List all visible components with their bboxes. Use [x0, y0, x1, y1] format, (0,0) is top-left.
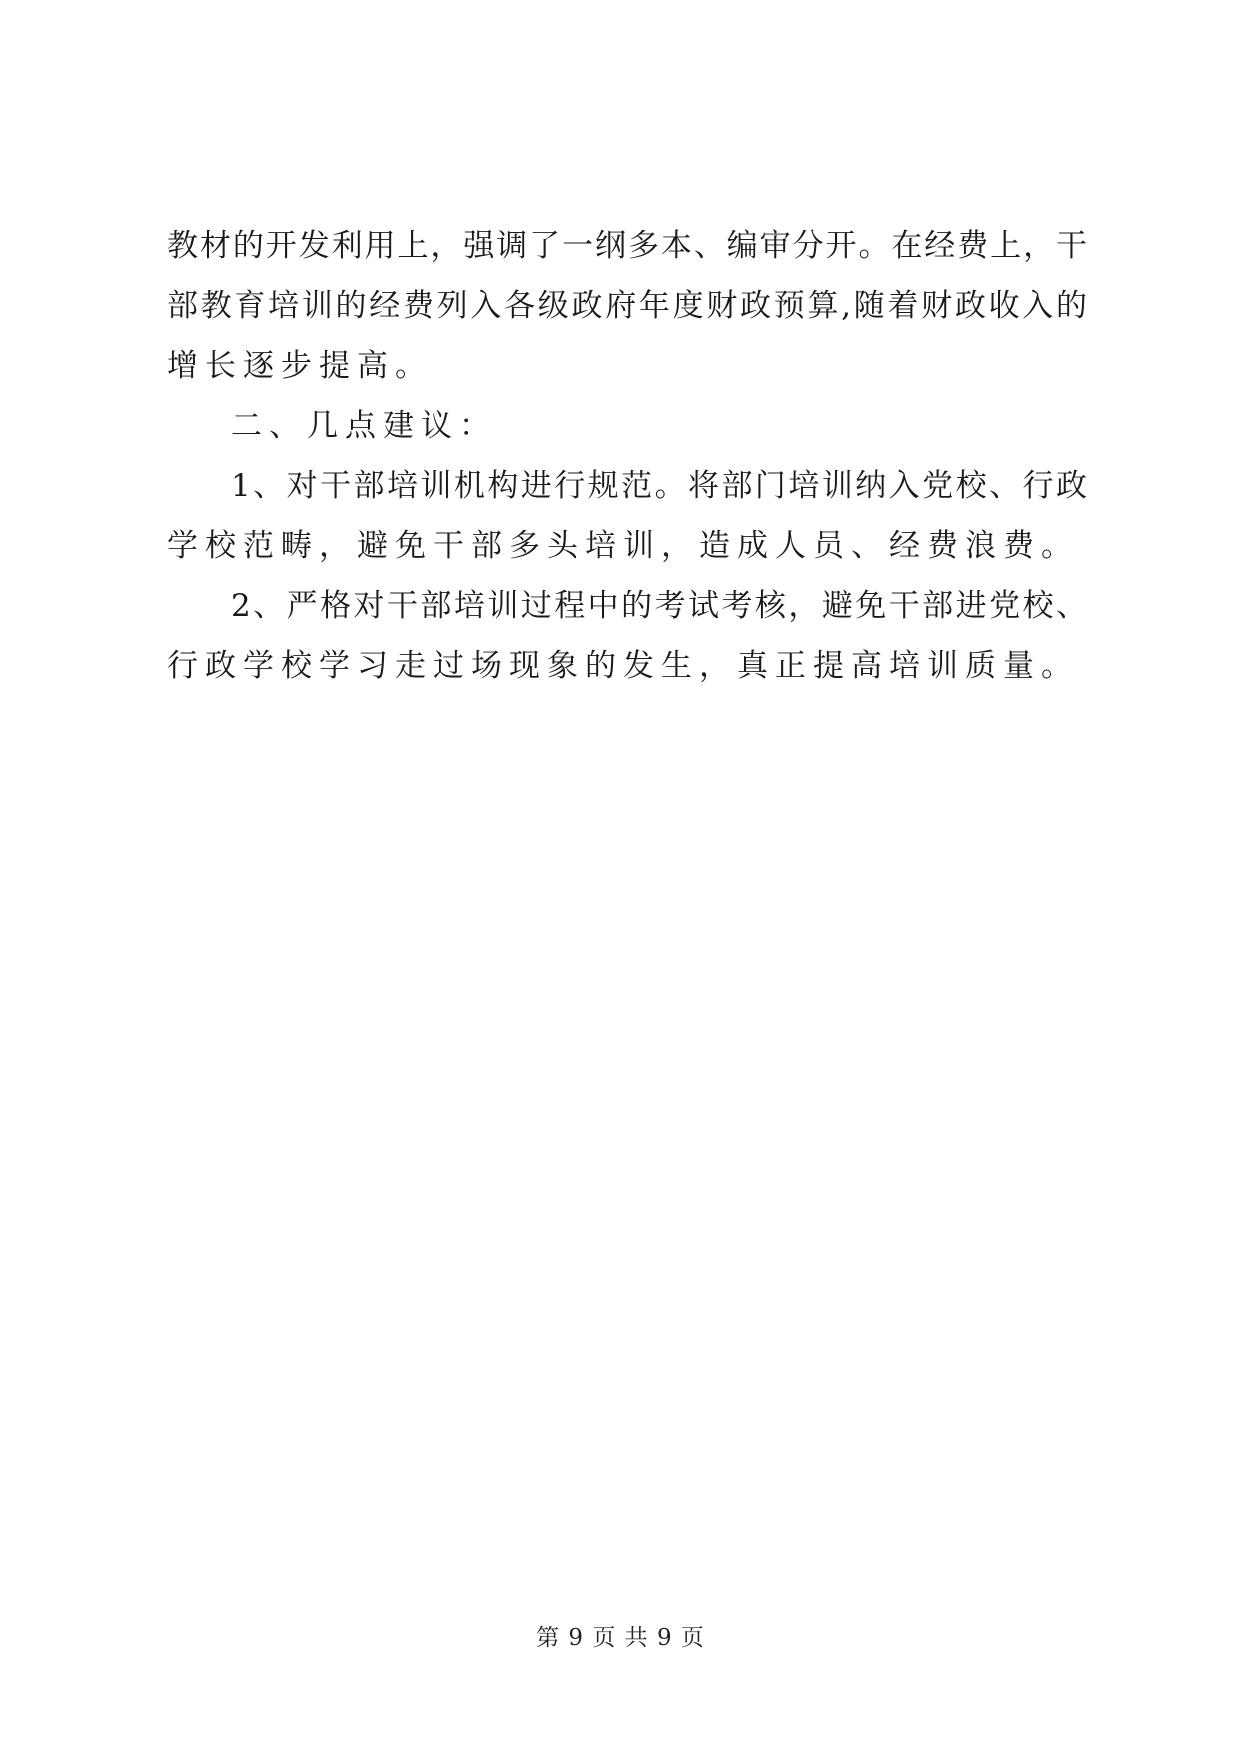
suggestion-1-line-2: 学校范畴，避免干部多头培训，造成人员、经费浪费。	[167, 528, 1079, 564]
page-number-footer: 第 9 页 共 9 页	[536, 1625, 705, 1651]
section-heading: 二、几点建议：	[231, 408, 497, 444]
paragraph-line-3: 增长逐步提高。	[167, 348, 433, 384]
paragraph-line-2: 部教育培训的经费列入各级政府年度财政预算,随着财政收入的	[167, 288, 1087, 324]
suggestion-2-line-1: 2、严格对干部培训过程中的考试考核，避免干部进党校、	[231, 588, 1087, 624]
suggestion-2-line-2: 行政学校学习走过场现象的发生，真正提高培训质量。	[167, 648, 1079, 684]
paragraph-line-1: 教材的开发利用上，强调了一纲多本、编审分开。在经费上，干	[167, 228, 1087, 264]
suggestion-1-line-1: 1、对干部培训机构进行规范。将部门培训纳入党校、行政	[231, 468, 1087, 504]
document-body	[167, 228, 1087, 708]
